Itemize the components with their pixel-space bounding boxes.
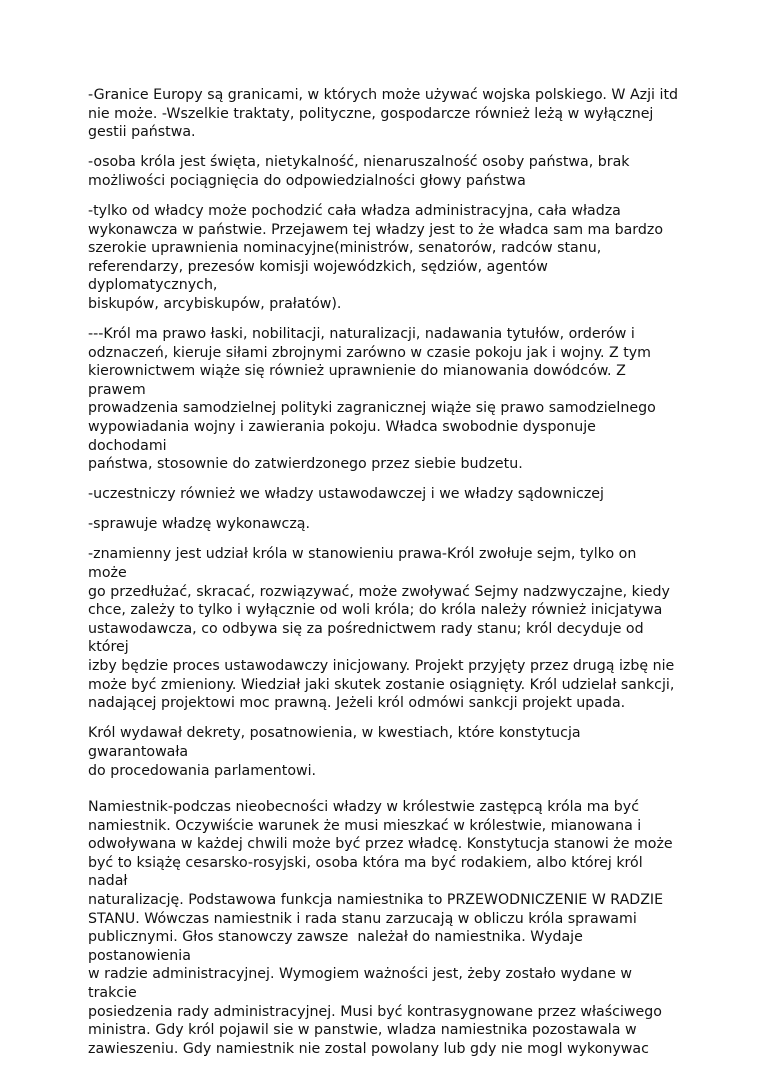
document-page [88, 86, 678, 1070]
paragraph-borders-treaties: -Granice Europy są granicami, w których może używać wojska polskiego. W Azji itd nie może. -Wszelkie traktaty, polityczne, gospodarcze również leżą w wyłącznej gestii państwa. [88, 87, 679, 141]
paragraph-executive-power: -tylko od władcy może pochodzić cała władza administracyjna, cała władza wykonawcza w państwie. Przejawem tej władzy jest to że władca sam ma bardzo szerokie uprawnienia nominacyjne(ministrów, senatorów, radców stanu, referendarzy, prezesów komisji wojewódzkich, sędziów, agentów dyplomatycznych, biskupów, arcybiskupów, prałatów). [88, 202, 663, 312]
paragraph-king-inviolability: -osoba króla jest święta, nietykalność, nienaruszalność osoby państwa, brak możliwości pociągnięcia do odpowiedzialności głowy państwa [88, 154, 630, 189]
paragraph-king-prerogatives: ---Król ma prawo łaski, nobilitacji, naturalizacji, nadawania tytułów, orderów i odznaczeń, kieruje siłami zbrojnymi zarówno w czasie pokoju jak i wojny. Z tym kierownictwem wiąże się również uprawnienie do mianowania dowódców. Z prawem prowadzenia samodzielnej polityki zagranicznej wiąże się prawo samodzielnego wypowiadania wojny i zawierania pokoju. Władca swobodnie dysponuje dochodami państwa, stosownie do zatwierdzonego przez siebie budzetu. [88, 326, 656, 473]
paragraph-legislative-judicial: -uczestniczy również we władzy ustawodawczej i we władzy sądowniczej [88, 486, 604, 503]
paragraph-executive: -sprawuje władzę wykonawczą. [88, 516, 310, 533]
paragraph-lawmaking: -znamienny jest udział króla w stanowieniu prawa-Król zwołuje sejm, tylko on może go przedłużać, skracać, rozwiązywać, może zwoływać Sejmy nadzwyczajne, kiedy chce, zależy to tylko i wyłącznie od woli króla; do króla należy również inicjatywa ustawodawcza, co odbywa się za pośrednictwem rady stanu; król decyduje od której izby będzie proces ustawodawczy inicjowany. Projekt przyjęty przez drugą izbę nie może być zmieniony. Wiedział jaki skutek zostanie osiągnięty. Król udzielał sankcji, nadającej projektowi moc prawną. Jeżeli król odmówi sankcji projekt upada. [88, 546, 675, 712]
paragraph-decrees: Król wydawał dekrety, posatnowienia, w kwestiach, które konstytucja gwarantowała do procedowania parlamentowi. [88, 725, 581, 779]
paragraph-viceroy: Namiestnik-podczas nieobecności władzy w królestwie zastępcą króla ma być namiestnik. Oczywiście warunek że musi mieszkać w królestwie, mianowana i odwoływana w każdej chwili może być przez władcę. Konstytucja stanowi że może być to książę cesarsko-rosyjski, osoba która ma być rodakiem, albo której król nadał naturalizację. Podstawowa funkcja namiestnika to PRZEWODNICZENIE W RADZIE STANU. Wówczas namiestnik i rada stanu zarzucają w obliczu króla sprawami publicznymi. Głos stanowczy zawsze należał do namiestnika. Wydaje postanowienia w radzie administracyjnej. Wymogiem ważności jest, żeby zostało wydane w trakcie posiedzenia rady administracyjnej. Musi być kontrasygnowane przez właściwego ministra. Gdy król pojawil sie w panstwie, wladza namiestnika pozostawala w zawieszeniu. Gdy namiestnik nie zostal powolany lub gdy nie mogl wykonywac [88, 799, 673, 1057]
